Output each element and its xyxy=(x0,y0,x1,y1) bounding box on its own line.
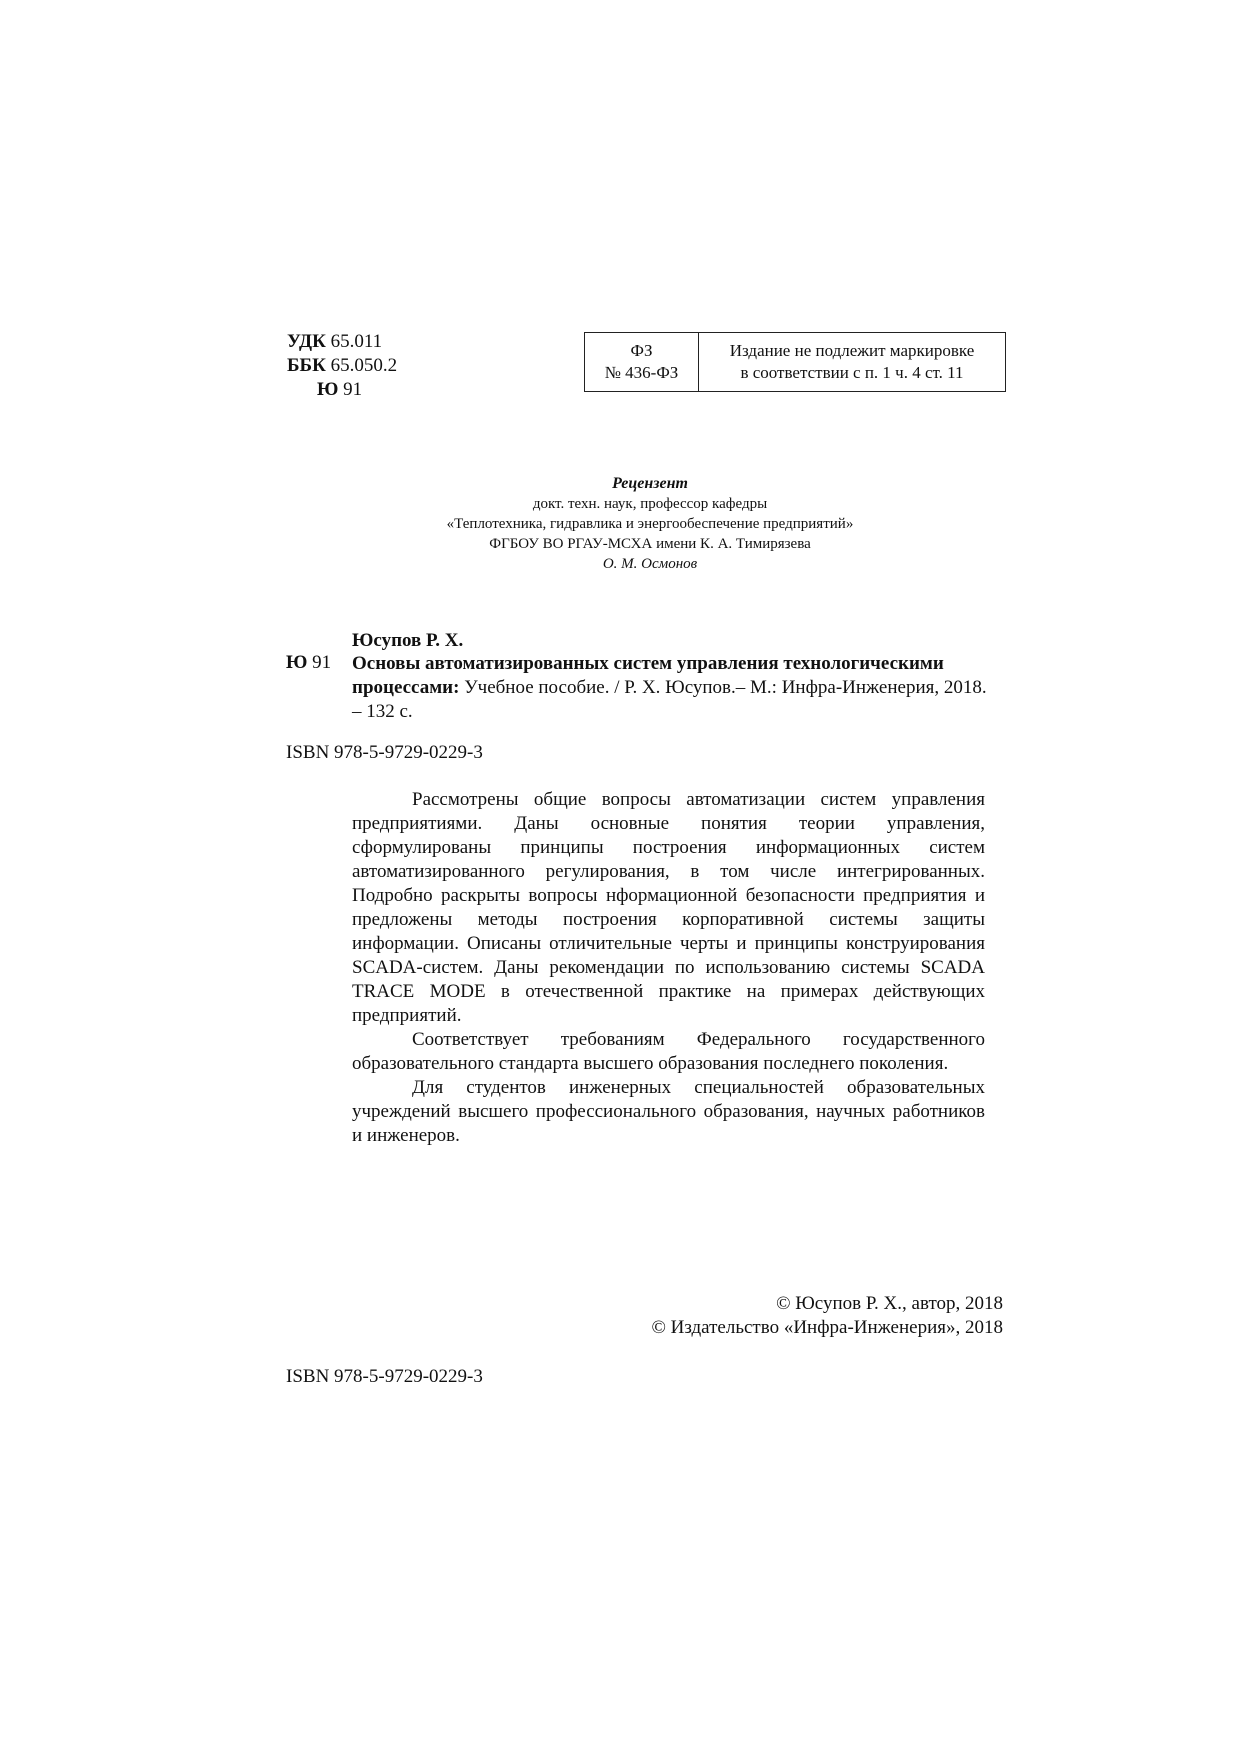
book-title: Основы автоматизированных систем управления технологическими процессами: xyxy=(352,653,944,698)
udk-row xyxy=(287,330,397,354)
reviewer-department: «Теплотехника, гидравлика и энергообеспечение предприятий» xyxy=(446,516,854,532)
udk-value: 65.011 xyxy=(330,331,383,352)
isbn-bottom: ISBN 978-5-9729-0229-3 xyxy=(286,1366,483,1387)
reviewer-institution: ФГБОУ ВО РГАУ-МСХА имени К. А. Тимирязева xyxy=(489,536,811,552)
isbn-top: ISBN 978-5-9729-0229-3 xyxy=(286,742,483,763)
udk-label: УДК xyxy=(287,331,326,352)
fz-law-label: ФЗ xyxy=(630,341,653,360)
bbk-label: ББК xyxy=(287,355,326,376)
copyright-publisher: © Издательство «Инфра-Инженерия», 2018 xyxy=(651,1317,1003,1338)
annotation xyxy=(352,788,985,1148)
annotation-paragraph: Для студентов инженерных специальностей образовательных учреждений высшего профессионального образования, научных работников и инженеров. xyxy=(352,1077,985,1146)
bibliographic-description xyxy=(352,652,1000,724)
annotation-paragraph: Соответствует требованиям Федерального государственного образовательного стандарта высшего образования последнего поколения. xyxy=(352,1029,985,1074)
entry-shelf-value: 91 xyxy=(312,652,332,673)
shelf-row xyxy=(287,378,397,402)
bbk-row xyxy=(287,354,397,378)
annotation-paragraph: Рассмотрены общие вопросы автоматизации систем управления предприятиями. Даны основные понятия теории управления, сформулированы принципы построения информационных систем автоматизированного регулирования, в том числе интегрированных. Подробно раскрыты вопросы нформационной безопасности предприятия и предложены методы построения корпоративной системы защиты информации. Описаны отличительные черты и принципы конструирования SCADA-систем. Даны рекомендации по использованию системы SCADA TRACE MODE в отечественной практике на примерах действующих предприятий. xyxy=(352,789,985,1026)
shelf-value: 91 xyxy=(343,379,363,400)
shelf-label: Ю xyxy=(317,379,339,400)
reviewer-degree: докт. техн. наук, профессор кафедры xyxy=(532,496,768,512)
classification-codes xyxy=(287,330,397,402)
reviewer-block xyxy=(300,474,1000,574)
entry-author: Юсупов Р. Х. xyxy=(352,630,464,651)
copyright-author: © Юсупов Р. Х., автор, 2018 xyxy=(776,1293,1003,1314)
fz-law-cell xyxy=(585,333,699,391)
entry-shelf-mark xyxy=(286,652,331,674)
fz-note-cell xyxy=(699,333,1005,391)
reviewer-heading: Рецензент xyxy=(612,475,688,492)
bbk-value: 65.050.2 xyxy=(330,355,398,376)
copyright-block xyxy=(560,1292,1003,1340)
reviewer-name: О. М. Осмонов xyxy=(602,556,698,572)
fz-labeling-box xyxy=(584,332,1006,392)
entry-shelf-label: Ю xyxy=(286,652,308,673)
fz-note-line1: Издание не подлежит маркировке xyxy=(729,341,975,360)
fz-law-number: № 436-ФЗ xyxy=(604,363,679,382)
book-imprint: Учебное пособие. / Р. Х. Юсупов.– М.: Инфра-Инженерия, 2018. – 132 с. xyxy=(352,677,987,722)
fz-note-line2: в соответствии с п. 1 ч. 4 ст. 11 xyxy=(740,363,964,382)
